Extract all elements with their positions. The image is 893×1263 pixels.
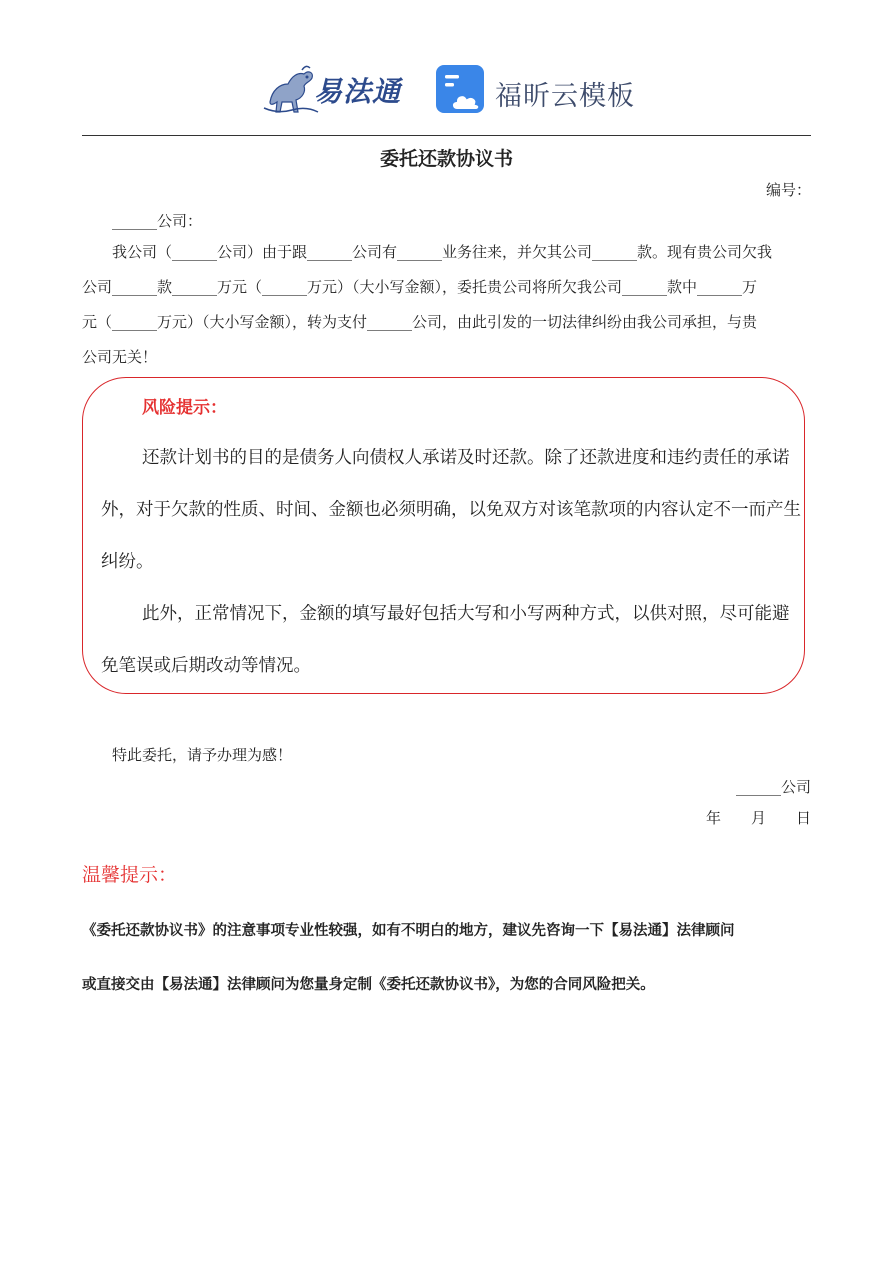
risk-line-3: 纠纷。: [101, 552, 154, 572]
risk-line-1: 还款计划书的目的是债务人向债权人承诺及时还款。除了还款进度和违约责任的承诺: [142, 448, 790, 468]
salutation: ______公司：: [112, 212, 203, 230]
date-line: 年 月 日: [705, 809, 811, 827]
logo2-text: 福昕云模板: [495, 81, 635, 112]
cloud-document-icon: [435, 64, 487, 116]
tip-line-1: 《委托还款协议书》的注意事项专业性较强，如有不明白的地方，建议先咨询一下【易法通】法律顾问: [82, 922, 735, 939]
body-line-2: 公司______款______万元（______万元）（大小写金额），委托贵公司将所欠我公司______款中______万: [82, 278, 758, 296]
tip-title: 温馨提示：: [82, 864, 178, 886]
document-title: 委托还款协议书: [379, 148, 513, 170]
tip-line-2: 或直接交由【易法通】法律顾问为您量身定制《委托还款协议书》，为您的合同风险把关。: [82, 976, 655, 993]
risk-notice-title: 风险提示：: [142, 398, 227, 418]
qilin-horse-icon: [262, 62, 320, 117]
body-line-1: 我公司（______公司）由于跟______公司有______业务往来，并欠其公司______款。现有贵公司欠我: [112, 243, 773, 261]
serial-number-label: 编号：: [765, 181, 811, 199]
yifatong-logo: [262, 62, 412, 117]
header-divider: [82, 135, 811, 136]
risk-line-4: 此外，正常情况下，金额的填写最好包括大写和小写两种方式，以供对照，尽可能避: [142, 604, 790, 624]
body-line-3: 元（______万元）（大小写金额），转为支付______公司，由此引发的一切法律纠纷由我公司承担，与贵: [82, 313, 758, 331]
foxit-template-logo: [435, 64, 645, 118]
risk-line-5: 免笔误或后期改动等情况。: [101, 656, 311, 676]
signature-company: ______公司: [735, 778, 811, 796]
body-line-4: 公司无关！: [82, 348, 158, 366]
risk-notice-box: [82, 377, 805, 694]
risk-line-2: 外，对于欠款的性质、时间、金额也必须明确，以免双方对该笔款项的内容认定不一而产生: [101, 500, 801, 520]
logo1-text: 易法通: [314, 75, 402, 108]
closing-line: 特此委托，请予办理为感！: [112, 746, 293, 764]
